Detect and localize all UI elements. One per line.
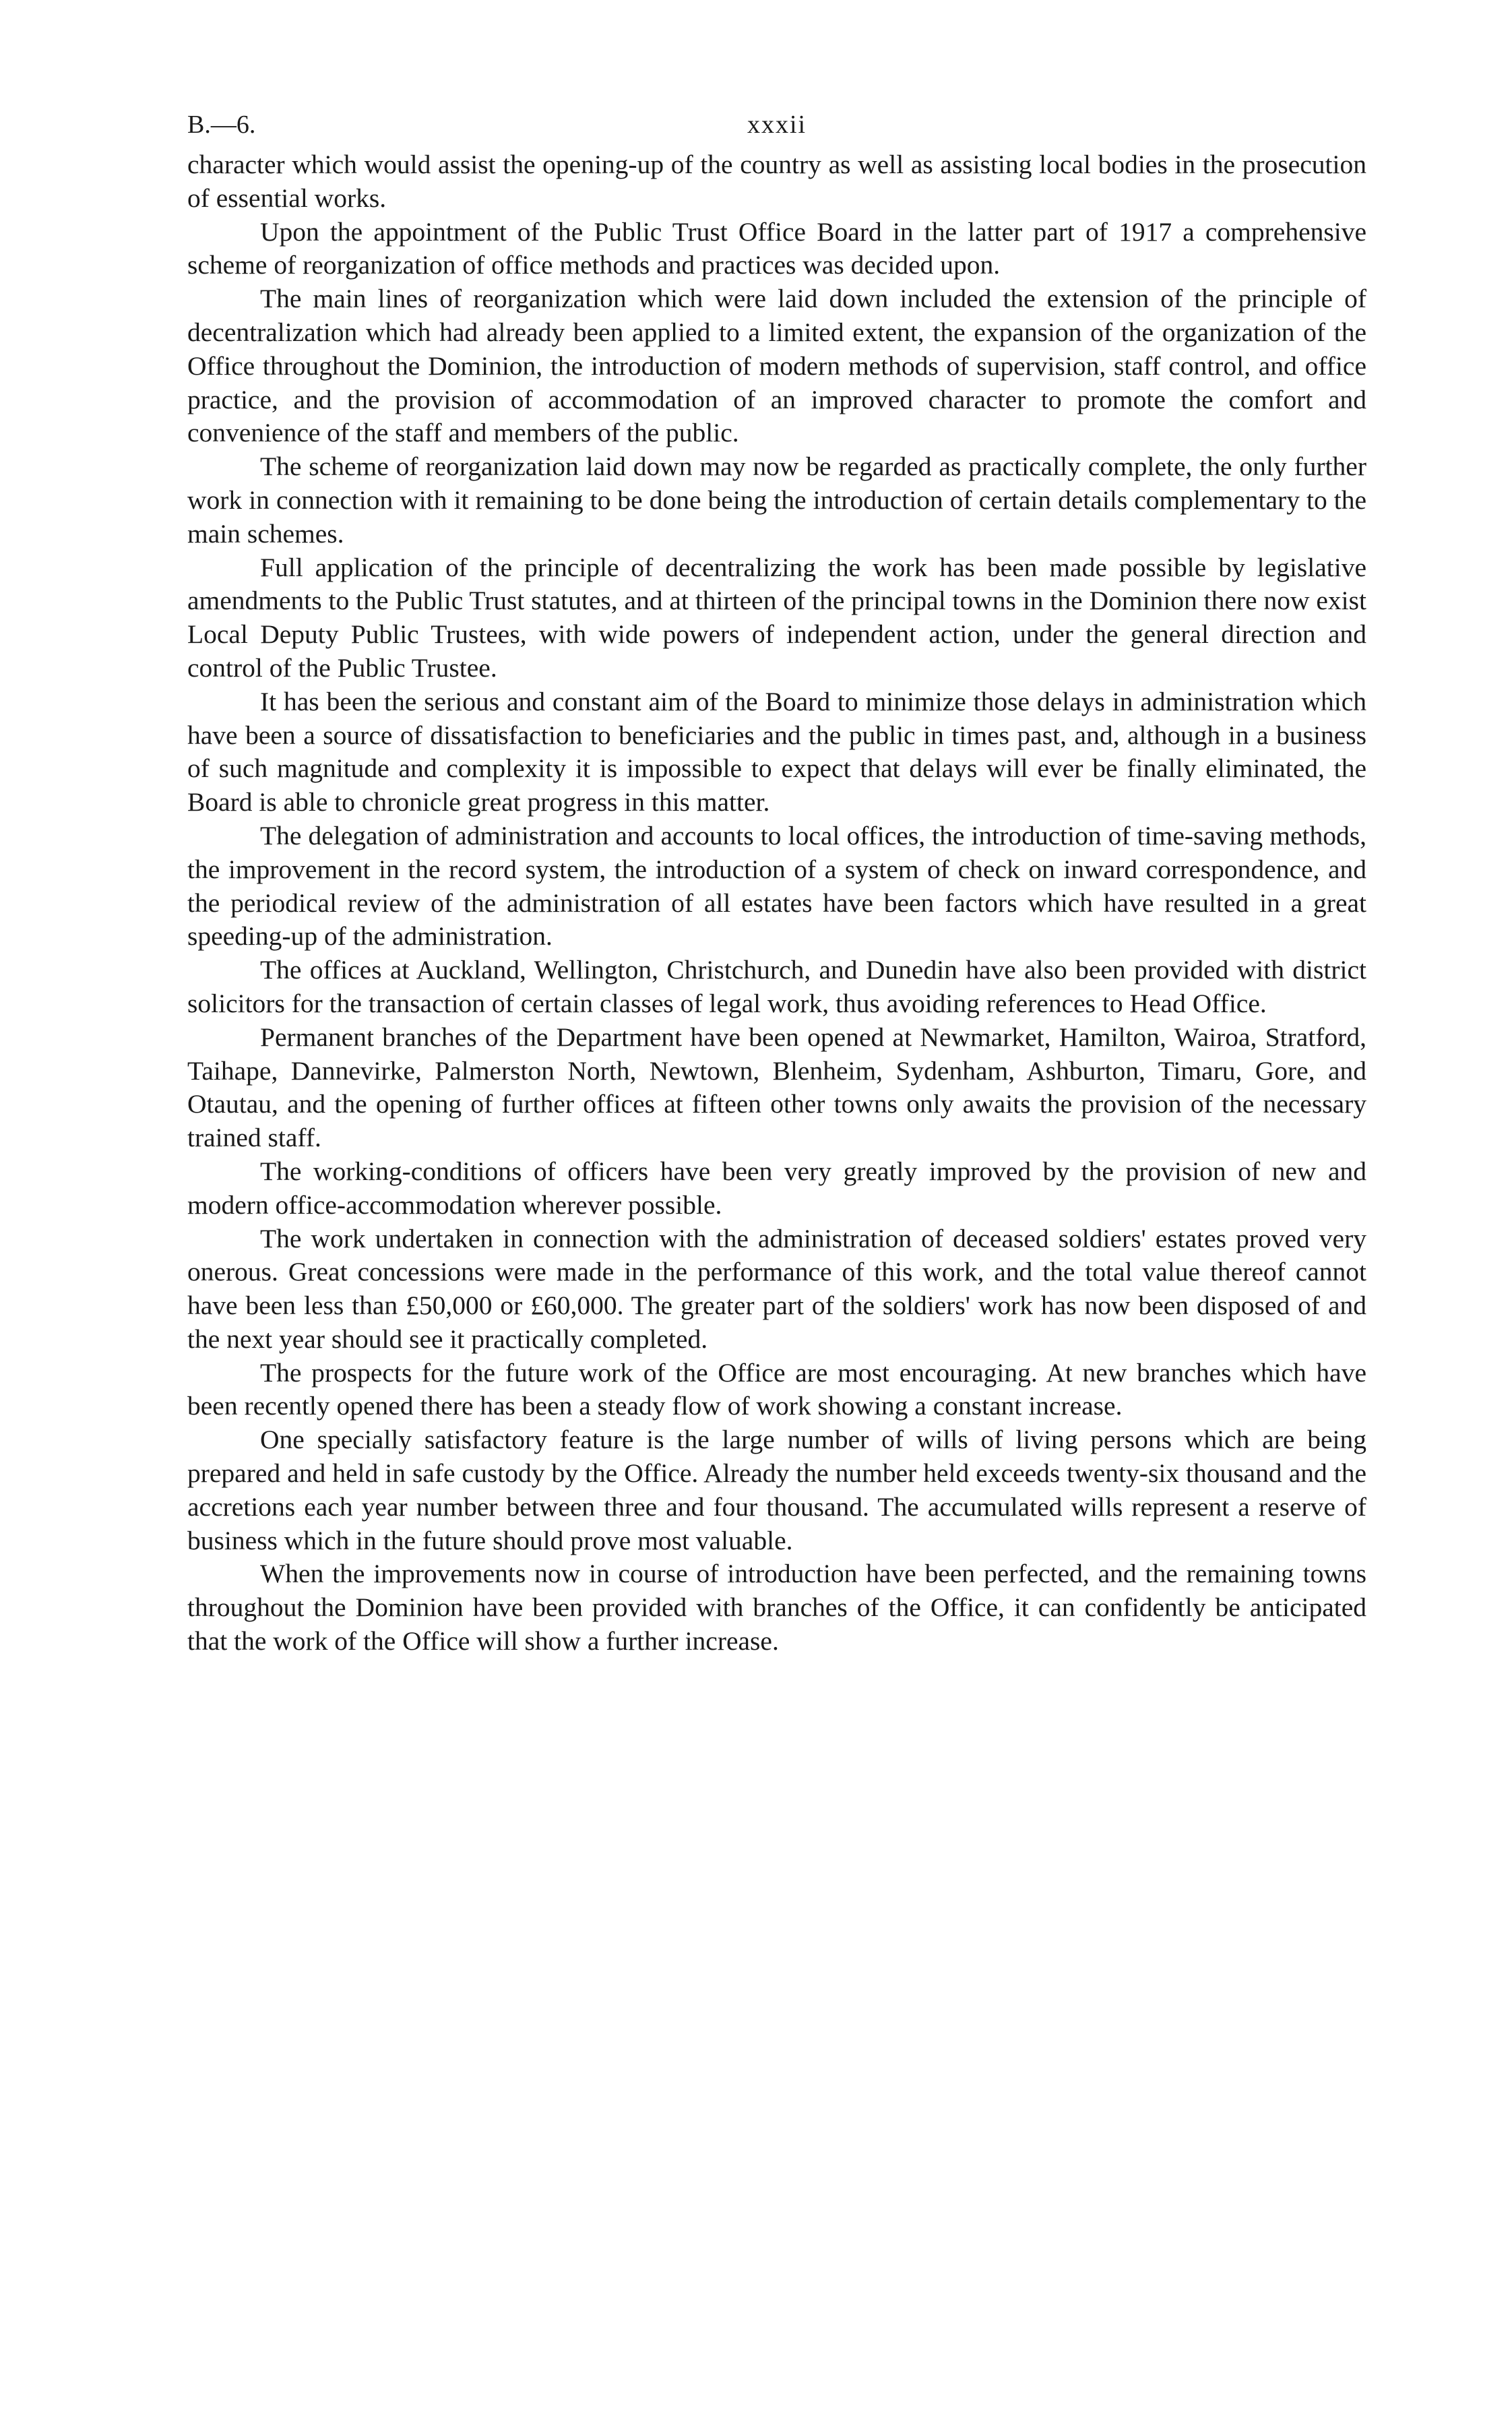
paragraph: The scheme of reorganization laid down may now be regarded as practically complete, the only further work in connection with it remaining to be done being the introduction of certain details complementary to the main schemes. [187,452,1366,549]
paragraph: The working-conditions of officers have been very greatly improved by the provision of new and modern office-accommodation wherever possible. [187,1156,1366,1220]
page-header [187,101,1366,148]
document-page [187,101,1366,1658]
paragraph: The prospects for the future work of the Office are most encouraging. At new branches which have been recently opened there has been a steady flow of work showing a constant increase. [187,1357,1366,1421]
paragraph: Full application of the principle of decentralizing the work has been made possible by legislative amendments to the Public Trust statutes, and at thirteen of the principal towns in the Dominion there now exist Local Deputy Public Trustees, with wide powers of independent action, under the general direction and control of the Public Trustee. [187,552,1366,683]
paragraph: It has been the serious and constant aim of the Board to minimize those delays in administration which have been a source of dissatisfaction to beneficiaries and the public in times past, and, although in a business of such magnitude and complexity it is impossible to expect that delays will ever be finally eliminated, the Board is able to chronicle great progress in this matter. [187,686,1366,817]
paragraph: Permanent branches of the Department have been opened at Newmarket, Hamilton, Wairoa, Stratford, Taihape, Dannevirke, Palmerston North, Newtown, Blenheim, Sydenham, Ashburton, Timaru, Gore, and Otautau, and the opening of further offices at fifteen other towns only awaits the provision of the necessary trained staff. [187,1022,1366,1153]
paragraph: The main lines of reorganization which were laid down included the extension of the principle of decentralization which had already been applied to a limited extent, the expansion of the organization of the Office throughout the Dominion, the introduction of modern methods of supervision, staff control, and office practice, and the provision of accommodation of an improved character to promote the comfort and convenience of the staff and members of the public. [187,284,1366,448]
paragraph: Upon the appointment of the Public Trust Office Board in the latter part of 1917 a comprehensive scheme of reorganization of office methods and practices was decided upon. [187,216,1366,280]
paragraph: When the improvements now in course of introduction have been perfected, and the remaining towns throughout the Dominion have been provided with branches of the Office, it can confidently be anticipated that the work of the Office will show a further increase. [187,1559,1366,1656]
paragraph: The work undertaken in connection with the administration of deceased soldiers' estates proved very onerous. Great concessions were made in the performance of this work, and the total value thereof cannot have been less than £50,000 or £60,000. The greater part of the soldiers' work has now been disposed of and the next year should see it practically completed. [187,1223,1366,1354]
paragraph-continuation: character which would assist the opening-up of the country as well as assisting local bodies in the prosecution of essential works. [187,150,1366,213]
body-text [187,148,1366,1658]
paragraph: The offices at Auckland, Wellington, Christchurch, and Dunedin have also been provided with district solicitors for the transaction of certain classes of legal work, thus avoiding references to Head Office. [187,955,1366,1018]
page-number: xxxii [747,111,807,139]
document-reference: B.—6. [187,111,256,139]
paragraph: The delegation of administration and accounts to local offices, the introduction of time-saving methods, the improvement in the record system, the introduction of a system of check on inward correspondence, and the periodical review of the administration of all estates have been factors which have resulted in a great speeding-up of the administration. [187,820,1366,952]
paragraph: One specially satisfactory feature is the large number of wills of living persons which are being prepared and held in safe custody by the Office. Already the number held exceeds twenty-six thousand and the accretions each year number between three and four thousand. The accumulated wills represent a reserve of business which in the future should prove most valuable. [187,1425,1366,1555]
